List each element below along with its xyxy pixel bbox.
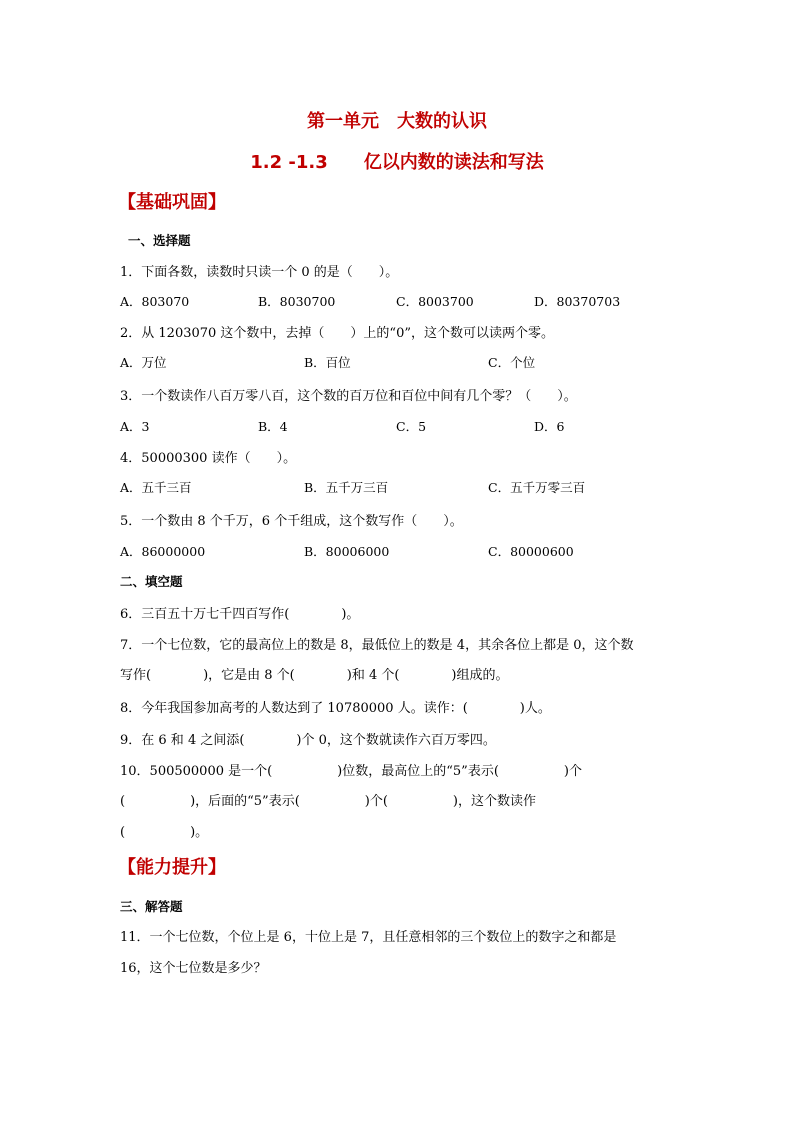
question-3-option-c[interactable]: C．5 (396, 419, 427, 434)
question-6: 6．三百五十万七千四百写作( )。 (120, 607, 360, 622)
question-2-option-b[interactable]: B．百位 (304, 355, 351, 370)
question-7-line-2: 写作( )，它是由 8 个( )和 4 个( )组成的。 (120, 668, 509, 683)
question-10-line-3: ( )。 (120, 825, 209, 840)
section-basic-heading: 【基础巩固】 (118, 192, 226, 213)
question-3-option-d[interactable]: D．6 (534, 419, 565, 434)
question-1-option-b[interactable]: B．8030700 (258, 294, 336, 309)
question-11-line-1: 11．一个七位数，个位上是 6，十位上是 7，且任意相邻的三个数位上的数字之和都是 (120, 930, 617, 945)
section-choice-heading: 一、选择题 (128, 233, 191, 248)
question-1-option-d[interactable]: D．80370703 (534, 294, 621, 309)
question-4-option-a[interactable]: A．五千三百 (120, 480, 192, 495)
section-answer-heading: 三、解答题 (120, 899, 183, 914)
question-11-line-2: 16，这个七位数是多少？ (120, 961, 267, 976)
question-4-stem: 4．50000300 读作（ ）。 (120, 451, 297, 466)
question-10-line-2: ( )，后面的“5”表示( )个( )，这个数读作 (120, 794, 536, 809)
question-2-option-c[interactable]: C．个位 (488, 355, 536, 370)
question-9: 9．在 6 和 4 之间添( )个 0，这个数就读作六百万零四。 (120, 733, 496, 748)
section-advanced-heading: 【能力提升】 (118, 857, 226, 878)
question-7-line-1: 7．一个七位数，它的最高位上的数是 8，最低位上的数是 4，其余各位上都是 0，这个数 (120, 638, 634, 653)
question-8: 8．今年我国参加高考的人数达到了 10780000 人。读作：( )人。 (120, 701, 551, 716)
page-subtitle: 1.2 -1.3 亿以内数的读法和写法 (250, 152, 544, 173)
question-2-stem: 2．从 1203070 这个数中，去掉（ ）上的“0”，这个数可以读两个零。 (120, 326, 554, 341)
question-5-option-b[interactable]: B．80006000 (304, 544, 390, 559)
question-3-option-b[interactable]: B．4 (258, 419, 288, 434)
question-5-option-c[interactable]: C．80000600 (488, 544, 574, 559)
question-5-stem: 5．一个数由 8 个千万，6 个千组成，这个数写作（ ）。 (120, 514, 463, 529)
question-1-option-c[interactable]: C．8003700 (396, 294, 474, 309)
question-5-option-a[interactable]: A．86000000 (120, 544, 206, 559)
question-3-stem: 3．一个数读作八百万零八百，这个数的百万位和百位中间有几个零？（ ）。 (120, 389, 577, 404)
section-fill-heading: 二、填空题 (120, 574, 183, 589)
question-10-line-1: 10．500500000 是一个( )位数，最高位上的“5”表示( )个 (120, 764, 582, 779)
question-4-option-b[interactable]: B．五千万三百 (304, 480, 389, 495)
page-title: 第一单元 大数的认识 (307, 111, 487, 132)
question-2-option-a[interactable]: A．万位 (120, 355, 167, 370)
question-1-stem: 1．下面各数，读数时只读一个 0 的是（ ）。 (120, 265, 399, 280)
question-3-option-a[interactable]: A．3 (120, 419, 150, 434)
question-1-option-a[interactable]: A．803070 (120, 294, 190, 309)
question-4-option-c[interactable]: C．五千万零三百 (488, 480, 586, 495)
